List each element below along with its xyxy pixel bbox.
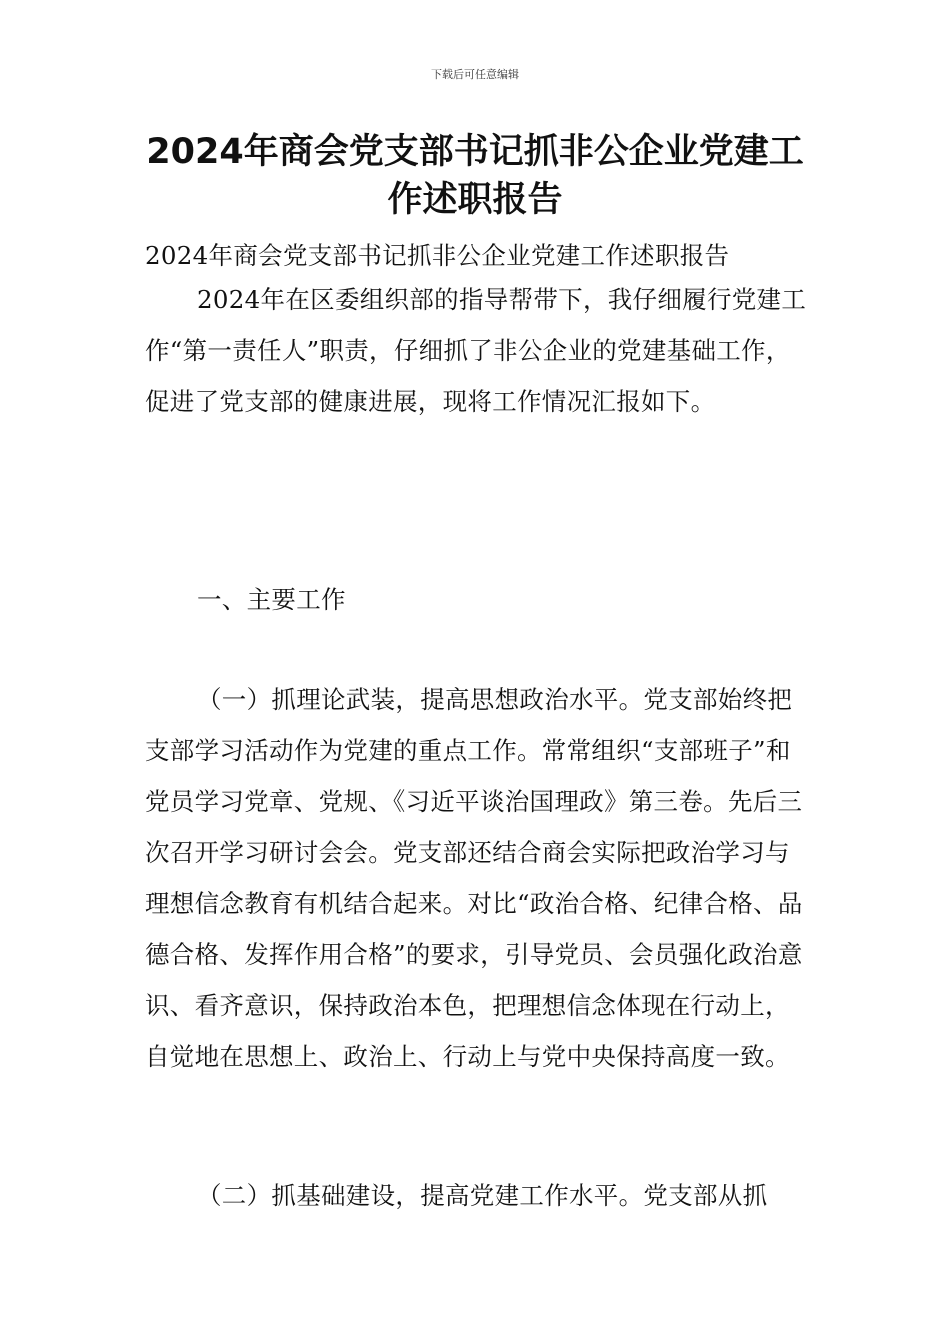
intro-paragraph: 2024年在区委组织部的指导帮带下，我仔细履行党建工作“第一责任人”职责，仔细抓了非公企业的党建基础工作，促进了党支部的健康进展，现将工作情况汇报如下。 bbox=[145, 285, 807, 416]
document-title: 2024年商会党支部书记抓非公企业党建工作述职报告 bbox=[146, 132, 804, 220]
header-note: 下载后可任意编辑 bbox=[431, 68, 519, 81]
body-paragraph-2: （二）抓基础建设，提高党建工作水平。党支部从抓 bbox=[197, 1181, 768, 1210]
subtitle-line: 2024年商会党支部书记抓非公企业党建工作述职报告 bbox=[145, 241, 730, 270]
section-heading: 一、主要工作 bbox=[197, 585, 346, 614]
body-paragraph-1: （一）抓理论武装，提高思想政治水平。党支部始终把支部学习活动作为党建的重点工作。常常组织“支部班子”和党员学习党章、党规、《习近平谈治国理政》第三卷。先后三次召开学习研讨会会。党支部还结合商会实际把政治学习与理想信念教育有机结合起来。对比“政治合格、纪律合格、品德合格、发挥作用合格”的要求，引导党员、会员强化政治意识、看齐意识，保持政治本色，把理想信念体现在行动上，自觉地在思想上、政治上、行动上与党中央保持高度一致。 bbox=[145, 685, 803, 1071]
